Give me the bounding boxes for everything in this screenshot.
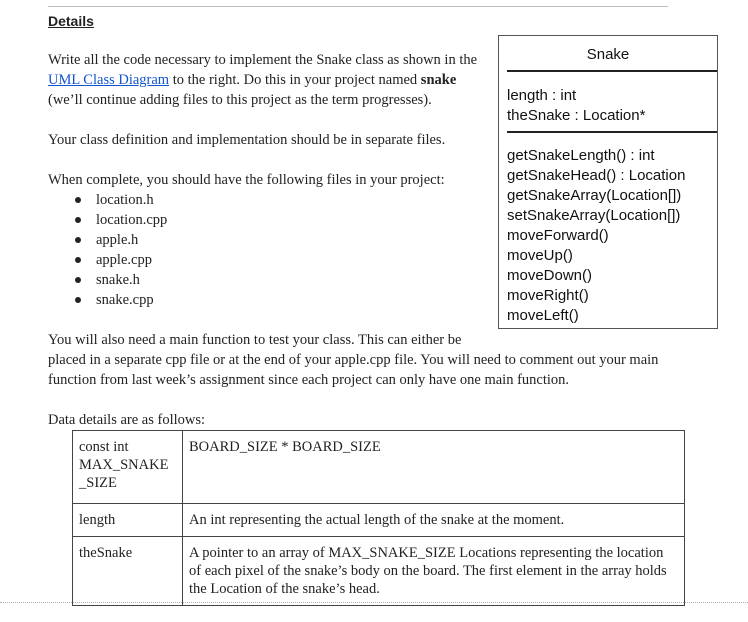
intro-line-2: [48, 70, 477, 90]
main-note-line-1: You will also need a main function to test your class. This can either be: [48, 332, 462, 348]
separate-files-text: Your class definition and implementation should be in separate files.: [48, 132, 446, 148]
bottom-rule: [0, 602, 748, 603]
intro-text-1: Write all the code necessary to implement the Snake class as shown in the: [48, 52, 478, 68]
main-note-paragraph: [48, 330, 658, 390]
uml-divider: [507, 131, 717, 133]
bullet-icon: [75, 217, 81, 223]
bullet-icon: [75, 197, 81, 203]
bullet-icon: [75, 277, 81, 283]
list-item: location.h: [48, 190, 167, 210]
top-rule: [48, 6, 668, 7]
table-row: [73, 537, 685, 606]
main-note-line-2: placed in a separate cpp file or at the end of your apple.cpp file. You will need to comment out your main: [48, 352, 659, 368]
intro-line-1: [48, 50, 477, 70]
uml-class-name: Snake: [586, 46, 630, 63]
list-item: apple.h: [48, 230, 167, 250]
uml-diagram-link[interactable]: UML Class Diagram: [48, 72, 170, 88]
table-row: [73, 431, 685, 504]
uml-attributes: [507, 86, 645, 126]
intro-paragraph: [48, 50, 477, 110]
uml-methods: [507, 146, 685, 326]
section-heading: Details: [48, 13, 94, 29]
bullet-icon: [75, 237, 81, 243]
uml-method: getSnakeArray(Location[]): [507, 187, 682, 204]
bullet-icon: [75, 297, 81, 303]
table-cell-name: theSnake: [73, 537, 183, 606]
list-item: apple.cpp: [48, 250, 167, 270]
files-list: [48, 190, 167, 310]
uml-class-diagram: [498, 35, 718, 329]
intro-text-2: to the right. Do this in your project named: [169, 72, 421, 88]
uml-method: moveForward(): [507, 227, 609, 244]
uml-method: moveRight(): [507, 287, 589, 304]
uml-attribute: theSnake : Location*: [507, 107, 646, 124]
project-name: snake: [420, 72, 457, 88]
data-details-table: [72, 430, 685, 606]
table-cell-name: const int MAX_SNAKE _SIZE: [73, 431, 183, 504]
files-intro-text: When complete, you should have the following files in your project:: [48, 172, 445, 188]
table-row: [73, 504, 685, 537]
uml-attribute: length : int: [507, 87, 577, 104]
uml-method: setSnakeArray(Location[]): [507, 207, 681, 224]
uml-method: moveUp(): [507, 247, 573, 264]
uml-method: getSnakeLength() : int: [507, 147, 655, 164]
bullet-icon: [75, 257, 81, 263]
table-cell-description: A pointer to an array of MAX_SNAKE_SIZE Locations representing the location of each pixel of the snake’s body on the board. The first element in the array holds the Location of the snake’s head.: [183, 537, 685, 606]
uml-method: moveDown(): [507, 267, 593, 284]
table-cell-description: BOARD_SIZE * BOARD_SIZE: [183, 431, 685, 504]
list-item: snake.cpp: [48, 290, 167, 310]
uml-method: getSnakeHead() : Location: [507, 167, 686, 184]
list-item: snake.h: [48, 270, 167, 290]
uml-divider: [507, 70, 717, 72]
intro-line-3: (we’ll continue adding files to this project as the term progresses).: [48, 92, 432, 108]
list-item: location.cpp: [48, 210, 167, 230]
uml-method: moveLeft(): [507, 307, 579, 324]
table-cell-name: length: [73, 504, 183, 537]
main-note-line-3: function from last week’s assignment since each project can only have one main function.: [48, 372, 570, 388]
table-cell-description: An int representing the actual length of the snake at the moment.: [183, 504, 685, 537]
data-details-label: Data details are as follows:: [48, 412, 206, 428]
